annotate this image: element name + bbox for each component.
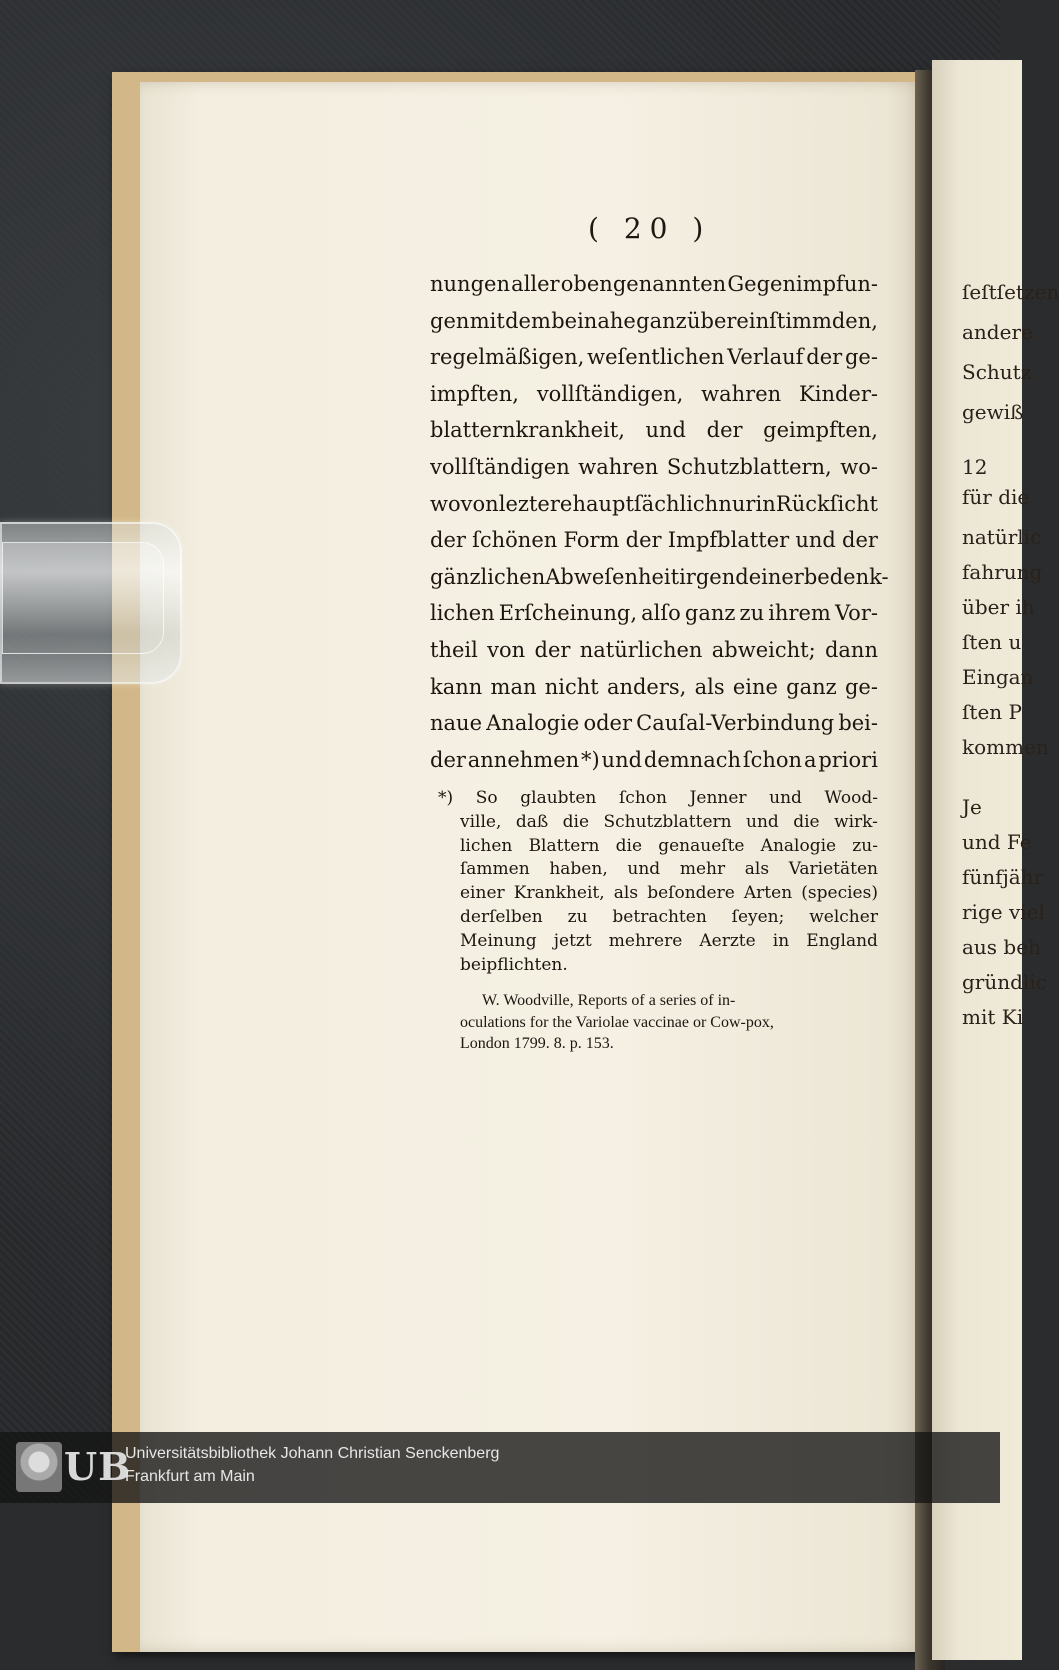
footnote-line — [438, 931, 878, 955]
word: regelmäßigen, — [430, 345, 585, 370]
facing-page-line: mit Ki — [962, 1005, 1024, 1029]
word: nicht — [544, 674, 599, 699]
word: ſammen — [460, 859, 530, 880]
word: einer — [748, 564, 804, 589]
word: aller — [511, 272, 560, 296]
text-line — [430, 748, 878, 785]
word: weſentlichen — [587, 345, 725, 370]
word: Rückſicht — [775, 491, 878, 516]
word: Wood- — [824, 788, 878, 808]
word: Form — [563, 528, 620, 553]
facing-page-line: fahrung — [962, 560, 1043, 584]
word: in — [772, 930, 790, 951]
word: Jenner — [689, 788, 747, 808]
word: alſo — [641, 601, 681, 626]
word: der — [842, 528, 878, 553]
word: Vor- — [834, 601, 878, 626]
facing-page-line: natürlic — [962, 525, 1042, 549]
text-line — [430, 638, 878, 675]
main-text — [430, 272, 889, 784]
word: ville, — [460, 811, 502, 832]
word: und — [627, 859, 661, 880]
word: priori — [818, 747, 878, 772]
word: England — [806, 930, 878, 951]
word: blatternkrankheit, — [430, 418, 625, 443]
text-line — [430, 345, 878, 382]
word: beipflichten. — [460, 954, 568, 975]
word: der — [430, 747, 466, 772]
word: Schutzblattern — [603, 811, 732, 832]
word: der — [534, 637, 571, 662]
portrait-icon — [16, 1442, 62, 1492]
word: Impfblatter — [667, 528, 790, 553]
facing-page-line: gründlic — [962, 970, 1047, 994]
word: lichen — [460, 835, 513, 856]
word: impften, — [430, 381, 519, 406]
word: Analogie — [760, 835, 837, 856]
glass-highlight — [2, 542, 164, 654]
word: Aerzte — [699, 930, 756, 951]
word: ge- — [844, 674, 878, 699]
word: natürlichen — [579, 637, 703, 662]
word: der — [625, 528, 662, 553]
footer-bar — [0, 1432, 1000, 1503]
library-logo[interactable] — [16, 1442, 132, 1492]
word: welcher — [809, 906, 878, 927]
word: nungen — [430, 272, 510, 296]
word: derſelben — [460, 906, 543, 927]
word: abweicht; — [711, 637, 816, 662]
word: mehrere — [608, 930, 683, 951]
word: mehr — [679, 859, 726, 880]
text-line — [430, 564, 889, 602]
footnote-line — [438, 836, 878, 860]
word: hauptſächlich — [572, 491, 719, 516]
facing-page-line: ſten u — [962, 630, 1022, 654]
word: leztere — [498, 491, 573, 516]
facing-page-line: für die — [962, 485, 1030, 509]
text-line — [430, 272, 878, 309]
word: wahren — [701, 381, 782, 406]
facing-page-line: 12 — [962, 455, 988, 479]
text-line — [430, 601, 878, 638]
word: haben, — [549, 859, 608, 880]
facing-page-line: ſten P — [962, 700, 1022, 724]
word: ſchon — [742, 747, 803, 772]
word: kann — [430, 674, 483, 699]
word: bei- — [838, 711, 878, 736]
word: man — [490, 674, 537, 699]
facing-page-line: und Fe — [962, 830, 1032, 854]
word: und — [795, 528, 836, 553]
reference-citation — [460, 992, 890, 1057]
word: zu — [739, 601, 765, 626]
word: der — [430, 528, 466, 553]
word: ihrem — [768, 601, 831, 626]
word: ſchon — [619, 788, 667, 808]
footnote-line — [438, 955, 878, 979]
word: Erſcheinung, — [498, 601, 638, 626]
word: Cauſal-Verbindung — [636, 711, 835, 736]
word: einer — [460, 883, 505, 904]
facing-page-line: rige viel — [962, 900, 1045, 924]
word: glaubten — [520, 788, 597, 808]
word: Verlauf — [727, 345, 804, 370]
glass-page-weight — [0, 522, 182, 684]
word: *) — [438, 788, 454, 808]
word: oder — [583, 711, 633, 736]
word: und — [645, 418, 686, 443]
word: mit — [469, 308, 505, 333]
word: die — [615, 835, 643, 856]
word: genaueſte — [658, 835, 745, 856]
word: ganz — [684, 601, 736, 626]
word: gen — [430, 308, 470, 333]
word: vollſtändigen — [430, 454, 570, 479]
word: ganz — [786, 674, 837, 699]
word: ſchönen — [472, 528, 558, 553]
word: der — [806, 345, 843, 370]
text-line — [430, 455, 878, 492]
text-line — [430, 492, 878, 529]
footnote-line — [438, 859, 878, 883]
word: dann — [824, 637, 878, 662]
word: (species) — [801, 883, 878, 904]
footnote-line — [438, 907, 878, 931]
word: vollſtändigen, — [536, 381, 684, 406]
word: zu — [567, 906, 588, 927]
word: wovon — [430, 491, 499, 516]
facing-page-line: Je — [962, 795, 982, 819]
page-number: ( 20 ) — [588, 212, 712, 245]
word: und — [746, 811, 779, 832]
library-name-line1: Universitätsbibliothek Johann Christian Senckenberg — [125, 1445, 500, 1462]
text-line — [430, 528, 878, 565]
footnote-line — [438, 812, 878, 836]
word: und — [769, 788, 802, 808]
word: Varietäten — [788, 859, 878, 880]
word: eine — [732, 674, 778, 699]
word: demnach — [643, 747, 742, 772]
word: die — [793, 811, 820, 832]
word: lichen — [430, 601, 495, 626]
word: annehmen — [467, 747, 580, 772]
facing-page-line: Eingan — [962, 665, 1034, 689]
footnote — [438, 788, 878, 978]
word: wirk- — [834, 811, 878, 832]
word: wahren — [578, 454, 659, 479]
word: als — [694, 674, 725, 699]
word: obengenannten — [560, 272, 727, 296]
footnote-line — [438, 883, 878, 907]
word: gänzlichen — [430, 564, 546, 589]
word: als — [613, 883, 639, 904]
word: *) — [581, 747, 600, 772]
word: ſeyen; — [731, 906, 785, 927]
word: Kinder- — [799, 381, 878, 406]
word: die — [562, 811, 590, 832]
reference-line: oculations for the Variolae vaccinae or Cow-pox, — [460, 1013, 774, 1031]
word: in — [755, 491, 776, 516]
word: wo- — [840, 454, 878, 479]
text-line — [430, 675, 878, 712]
text-line — [430, 382, 878, 419]
facing-page-line: andere — [962, 320, 1033, 344]
word: bedenk- — [803, 564, 889, 589]
word: von — [487, 637, 526, 662]
facing-page — [932, 60, 1059, 1660]
word: der — [706, 418, 743, 443]
reference-line: W. Woodville, Reports of a series of in- — [482, 992, 736, 1009]
word: theil — [430, 637, 478, 662]
facing-page-line: kommen — [962, 735, 1049, 759]
facing-page-line: fünfjähr — [962, 865, 1044, 889]
facing-page-line: über ih — [962, 595, 1035, 619]
facing-page-line: aus beh — [962, 935, 1041, 959]
facing-page-line: gewiß — [962, 400, 1024, 424]
word: zu- — [852, 835, 878, 856]
word: Blattern — [528, 835, 600, 856]
library-name-line2: Frankfurt am Main — [125, 1468, 255, 1485]
logo-text: UB — [64, 1444, 132, 1489]
reference-line: London 1799. 8. p. 153. — [460, 1035, 614, 1052]
word: Schutzblattern, — [666, 454, 832, 479]
word: irgend — [679, 564, 749, 589]
word: So — [475, 788, 498, 808]
footnote-line — [438, 788, 878, 812]
word: geimpften, — [763, 418, 878, 443]
text-line — [430, 418, 878, 455]
facing-page-line: ſeſtſetzen — [962, 280, 1059, 304]
word: übereinſtimmden, — [687, 308, 878, 333]
word: als — [744, 859, 770, 880]
word: jetzt — [553, 930, 592, 951]
word: Arten — [743, 883, 793, 904]
word: Gegenimpfun- — [727, 272, 878, 296]
word: beſondere — [647, 883, 735, 904]
word: beinahe — [551, 308, 636, 333]
word: betrachten — [612, 906, 707, 927]
word: Krankheit, — [513, 883, 605, 904]
word: dem — [505, 308, 551, 333]
word: naue — [430, 711, 482, 736]
word: und — [601, 747, 643, 772]
library-name — [125, 1442, 499, 1488]
word: nur — [718, 491, 756, 516]
word: a — [803, 747, 817, 772]
word: anders, — [606, 674, 687, 699]
word: Analogie — [486, 711, 580, 736]
word: Meinung — [460, 930, 537, 951]
text-line — [430, 711, 878, 748]
word: ge- — [844, 345, 878, 370]
word: ganz — [636, 308, 687, 333]
word: Abweſenheit — [545, 564, 680, 589]
facing-page-line: Schutz — [962, 360, 1032, 384]
text-line — [430, 309, 878, 346]
word: daß — [515, 811, 549, 832]
